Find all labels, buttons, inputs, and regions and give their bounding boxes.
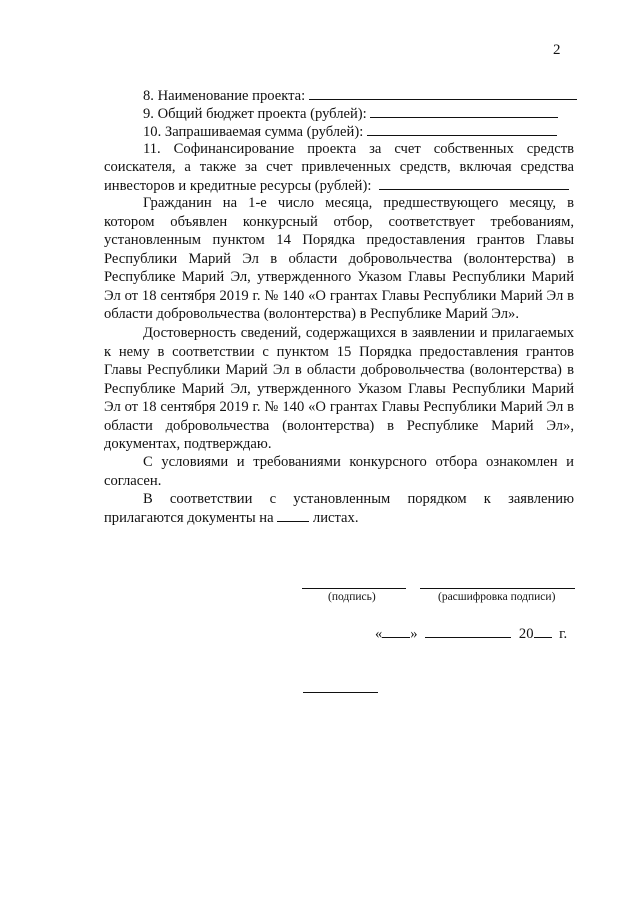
paragraph-consent-text: С условиями и требованиями конкурсного отбора ознакомлен и согласен. bbox=[104, 454, 574, 489]
paragraph-attachments bbox=[104, 490, 574, 527]
date-line bbox=[375, 625, 567, 643]
item-11-blank[interactable] bbox=[379, 176, 569, 190]
item-11-line-1 bbox=[143, 140, 574, 158]
paragraph-accuracy bbox=[104, 324, 574, 454]
item-10-line bbox=[143, 122, 574, 141]
item-9-label: 9. Общий бюджет проекта (рублей): bbox=[143, 106, 367, 122]
date-month-blank[interactable] bbox=[425, 625, 511, 638]
date-day-blank[interactable] bbox=[382, 625, 410, 638]
paragraph-accuracy-text: Достоверность сведений, содержащихся в заявлении и прилагаемых к нему в соответствии с пунктом 15 Порядка предоставления грантов Главы Республики Марий Эл в области добровольчества (волонтерства) в Республике Марий Эл, утвержденного Указом Главы Республики Марий Эл от 18 сентября 2019 г. № 140 «О грантах Главы Республики Марий Эл в области добровольчества (волонтерства) в Республике Марий Эл», документах, подтверждаю. bbox=[104, 325, 574, 452]
paragraph-attachments-text: В соответствии с установленным порядком к заявлению прилагаются документы на bbox=[104, 491, 574, 526]
signature-decode-line[interactable] bbox=[420, 588, 575, 589]
item-8-blank[interactable] bbox=[309, 86, 577, 100]
item-10-blank[interactable] bbox=[367, 122, 557, 136]
paragraph-eligibility bbox=[104, 194, 574, 324]
paragraph-attachments-end: листах. bbox=[312, 509, 359, 526]
item-11-rest-2: инвесторов и кредитные ресурсы (рублей): bbox=[104, 178, 372, 194]
paragraph-consent bbox=[104, 453, 574, 490]
date-year-blank[interactable] bbox=[534, 625, 552, 638]
signature-decode-caption: (расшифровка подписи) bbox=[438, 591, 556, 603]
date-open-quote: « bbox=[375, 626, 383, 642]
date-close-quote: » bbox=[410, 626, 418, 642]
item-8-label: 8. Наименование проекта: bbox=[143, 88, 306, 104]
item-11-rest-1: соискателя, а также за счет привлеченных средств, включая средства bbox=[104, 159, 574, 175]
signature-line[interactable] bbox=[302, 588, 406, 589]
date-year-suffix: г. bbox=[559, 626, 568, 642]
end-separator-line bbox=[303, 692, 378, 693]
page-number: 2 bbox=[553, 42, 561, 58]
item-10-label: 10. Запрашиваемая сумма (рублей): bbox=[143, 124, 364, 140]
item-9-line bbox=[143, 104, 574, 123]
item-8-line bbox=[143, 86, 574, 105]
item-11-line-3 bbox=[104, 176, 574, 195]
paragraph-eligibility-text: Гражданин на 1-е число месяца, предшествующего месяцу, в котором объявлен конкурсный отбор, соответствует требованиям, установленным пунктом 14 Порядка предоставления грантов Главы Республики Марий Эл в области добровольчества (волонтерства) в Республике Марий Эл, утвержденного Указом Главы Республики Марий Эл от 18 сентября 2019 г. № 140 «О грантах Главы Республики Марий Эл в области добровольчества (волонтерства) в Республике Марий Эл». bbox=[104, 195, 574, 322]
item-9-blank[interactable] bbox=[370, 104, 558, 118]
signature-caption: (подпись) bbox=[328, 591, 376, 603]
sheet-count-blank[interactable] bbox=[277, 509, 309, 522]
date-year-prefix: 20 bbox=[518, 626, 534, 642]
item-11-line-2 bbox=[104, 158, 574, 176]
item-11-first: 11. Софинансирование проекта за счет собственных средств bbox=[143, 141, 574, 157]
